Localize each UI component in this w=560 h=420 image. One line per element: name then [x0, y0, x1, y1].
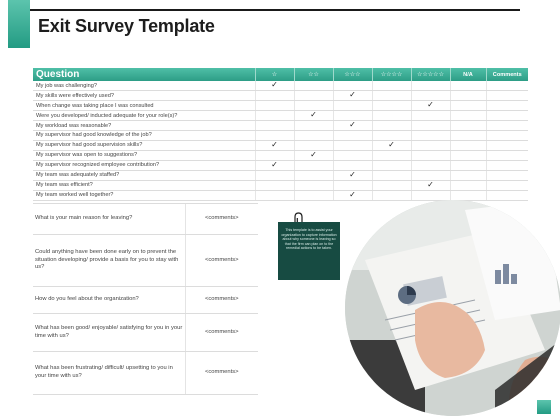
rating-cell[interactable]	[486, 160, 528, 170]
checkmark-icon: ✓	[271, 140, 278, 149]
survey-question-text: My supervisor recognized employee contribution?	[33, 160, 255, 170]
open-questions-table	[33, 203, 258, 395]
rating-cell[interactable]	[450, 180, 486, 190]
rating-cell[interactable]	[294, 160, 333, 170]
rating-cell[interactable]	[294, 150, 333, 160]
rating-cell[interactable]	[372, 91, 411, 101]
rating-cell[interactable]	[411, 111, 450, 121]
rating-cell[interactable]	[294, 180, 333, 190]
rating-cell[interactable]	[411, 180, 450, 190]
open-question-answer[interactable]: <comments>	[185, 287, 258, 314]
open-question-answer[interactable]: <comments>	[185, 235, 258, 287]
hands-reviewing-charts-photo	[345, 200, 560, 416]
survey-question-row	[33, 131, 528, 141]
photo-illustration	[345, 200, 560, 416]
rating-5-header: ☆☆☆☆☆	[411, 68, 450, 81]
survey-question-text: My workload was reasonable?	[33, 121, 255, 131]
rating-cell[interactable]	[411, 190, 450, 200]
rating-cell[interactable]	[294, 91, 333, 101]
rating-cell[interactable]	[294, 140, 333, 150]
rating-4-header: ☆☆☆☆	[372, 68, 411, 81]
rating-cell[interactable]	[333, 131, 372, 141]
rating-cell[interactable]	[411, 170, 450, 180]
rating-cell[interactable]	[411, 91, 450, 101]
checkmark-icon: ✓	[310, 110, 317, 119]
open-question-text: What has been frustrating/ difficult/ upsetting to you in your time with us?	[33, 352, 185, 395]
comments-header: Comments	[486, 68, 528, 81]
rating-cell[interactable]	[333, 101, 372, 111]
survey-question-row	[33, 160, 528, 170]
checkmark-icon: ✓	[388, 140, 395, 149]
rating-cell[interactable]	[450, 101, 486, 111]
rating-cell[interactable]	[486, 140, 528, 150]
top-divider	[30, 9, 520, 11]
open-question-answer[interactable]: <comments>	[185, 204, 258, 235]
rating-cell[interactable]	[486, 91, 528, 101]
rating-cell[interactable]	[294, 101, 333, 111]
rating-cell[interactable]	[255, 180, 294, 190]
rating-cell[interactable]	[372, 150, 411, 160]
survey-question-text: My supervisor was open to suggestions?	[33, 150, 255, 160]
rating-cell[interactable]	[450, 121, 486, 131]
rating-cell[interactable]	[450, 140, 486, 150]
survey-question-text: My skills were effectively used?	[33, 91, 255, 101]
rating-cell[interactable]	[411, 150, 450, 160]
rating-cell[interactable]	[372, 101, 411, 111]
rating-cell[interactable]	[333, 190, 372, 200]
rating-3-header: ☆☆☆	[333, 68, 372, 81]
rating-cell[interactable]	[450, 91, 486, 101]
rating-cell[interactable]	[255, 170, 294, 180]
rating-cell[interactable]	[333, 121, 372, 131]
rating-cell[interactable]	[450, 131, 486, 141]
survey-question-text: My job was challenging?	[33, 81, 255, 91]
rating-cell[interactable]	[255, 150, 294, 160]
checkmark-icon: ✓	[310, 150, 317, 159]
rating-cell[interactable]	[372, 190, 411, 200]
rating-cell[interactable]	[486, 101, 528, 111]
rating-cell[interactable]	[294, 190, 333, 200]
rating-cell[interactable]	[372, 131, 411, 141]
rating-cell[interactable]	[255, 101, 294, 111]
rating-cell[interactable]	[294, 111, 333, 121]
rating-cell[interactable]	[411, 140, 450, 150]
survey-question-row	[33, 91, 528, 101]
rating-cell[interactable]	[372, 121, 411, 131]
checkmark-icon: ✓	[349, 170, 356, 179]
checkmark-icon: ✓	[271, 160, 278, 169]
checkmark-icon: ✓	[271, 81, 278, 89]
open-question-text: What is your main reason for leaving?	[33, 204, 185, 235]
rating-cell[interactable]	[294, 131, 333, 141]
rating-cell[interactable]	[255, 160, 294, 170]
rating-cell[interactable]	[411, 160, 450, 170]
survey-question-row	[33, 140, 528, 150]
rating-cell[interactable]	[255, 111, 294, 121]
rating-cell[interactable]	[486, 170, 528, 180]
rating-cell[interactable]	[333, 180, 372, 190]
rating-cell[interactable]	[294, 170, 333, 180]
open-question-answer[interactable]: <comments>	[185, 352, 258, 395]
rating-cell[interactable]	[486, 180, 528, 190]
rating-cell[interactable]	[333, 140, 372, 150]
rating-table-header	[33, 68, 528, 81]
page-title: Exit Survey Template	[38, 16, 215, 36]
survey-question-row	[33, 170, 528, 180]
rating-cell[interactable]	[333, 170, 372, 180]
open-question-text: What has been good/ enjoyable/ satisfying for you in your time with us?	[33, 314, 185, 352]
open-question-text: Could anything have been done early on to prevent the situation developing/ provide a basis for you to stay with us?	[33, 235, 185, 287]
rating-cell[interactable]	[411, 131, 450, 141]
rating-cell[interactable]	[450, 190, 486, 200]
survey-question-text: My supervisor had good supervision skills?	[33, 140, 255, 150]
rating-cell[interactable]	[255, 131, 294, 141]
rating-2-header: ☆☆	[294, 68, 333, 81]
rating-cell[interactable]	[372, 140, 411, 150]
rating-cell[interactable]	[333, 150, 372, 160]
survey-question-row	[33, 81, 528, 91]
open-question-row	[33, 235, 258, 287]
rating-cell[interactable]	[333, 160, 372, 170]
rating-cell[interactable]	[333, 91, 372, 101]
checkmark-icon: ✓	[427, 180, 434, 189]
survey-question-row	[33, 101, 528, 111]
rating-cell[interactable]	[372, 180, 411, 190]
rating-cell[interactable]	[255, 140, 294, 150]
survey-question-text: When change was taking place I was consulted	[33, 101, 255, 111]
rating-cell[interactable]	[450, 170, 486, 180]
survey-question-text: Were you developed/ inducted adequate for your role(s)?	[33, 111, 255, 121]
open-question-row	[33, 287, 258, 314]
rating-cell[interactable]	[255, 121, 294, 131]
rating-table	[33, 68, 528, 201]
rating-cell[interactable]	[255, 81, 294, 91]
corner-accent-bar	[8, 0, 30, 48]
survey-question-row	[33, 121, 528, 131]
rating-cell[interactable]	[294, 81, 333, 91]
survey-question-text: My supervisor had good knowledge of the job?	[33, 131, 255, 141]
survey-question-text: My team was adequately staffed?	[33, 170, 255, 180]
rating-cell[interactable]	[372, 160, 411, 170]
rating-cell[interactable]	[486, 131, 528, 141]
na-header: N/A	[450, 68, 486, 81]
survey-question-row	[33, 150, 528, 160]
note-card-text: This template is to assist your organization to capture information about why someone is leaving so that the firm can plan on to the remedial actions to be taken.	[281, 228, 337, 251]
rating-1-header: ☆	[255, 68, 294, 81]
open-question-row	[33, 352, 258, 395]
rating-cell[interactable]	[411, 81, 450, 91]
rating-cell[interactable]	[486, 150, 528, 160]
rating-cell[interactable]	[411, 101, 450, 111]
corner-accent-square	[537, 400, 551, 414]
rating-cell[interactable]	[450, 160, 486, 170]
rating-cell[interactable]	[333, 111, 372, 121]
checkmark-icon: ✓	[349, 190, 356, 199]
survey-question-row	[33, 190, 528, 200]
rating-cell[interactable]	[372, 111, 411, 121]
rating-cell[interactable]	[486, 111, 528, 121]
rating-cell[interactable]	[372, 170, 411, 180]
open-question-row	[33, 204, 258, 235]
survey-question-row	[33, 111, 528, 121]
rating-cell[interactable]	[450, 150, 486, 160]
rating-cell[interactable]	[255, 190, 294, 200]
rating-cell[interactable]	[486, 190, 528, 200]
checkmark-icon: ✓	[349, 90, 356, 99]
note-card	[278, 222, 340, 280]
survey-question-row	[33, 180, 528, 190]
rating-cell[interactable]	[486, 81, 528, 91]
open-question-text: How do you feel about the organization?	[33, 287, 185, 314]
survey-question-text: My team worked well together?	[33, 190, 255, 200]
rating-cell[interactable]	[294, 121, 333, 131]
rating-cell[interactable]	[255, 91, 294, 101]
open-question-row	[33, 314, 258, 352]
rating-cell[interactable]	[333, 81, 372, 91]
rating-cell[interactable]	[450, 111, 486, 121]
rating-cell[interactable]	[450, 81, 486, 91]
checkmark-icon: ✓	[427, 100, 434, 109]
question-header: Question	[33, 68, 255, 81]
survey-question-text: My team was efficient?	[33, 180, 255, 190]
open-question-answer[interactable]: <comments>	[185, 314, 258, 352]
checkmark-icon: ✓	[349, 120, 356, 129]
rating-cell[interactable]	[486, 121, 528, 131]
rating-cell[interactable]	[411, 121, 450, 131]
rating-cell[interactable]	[372, 81, 411, 91]
